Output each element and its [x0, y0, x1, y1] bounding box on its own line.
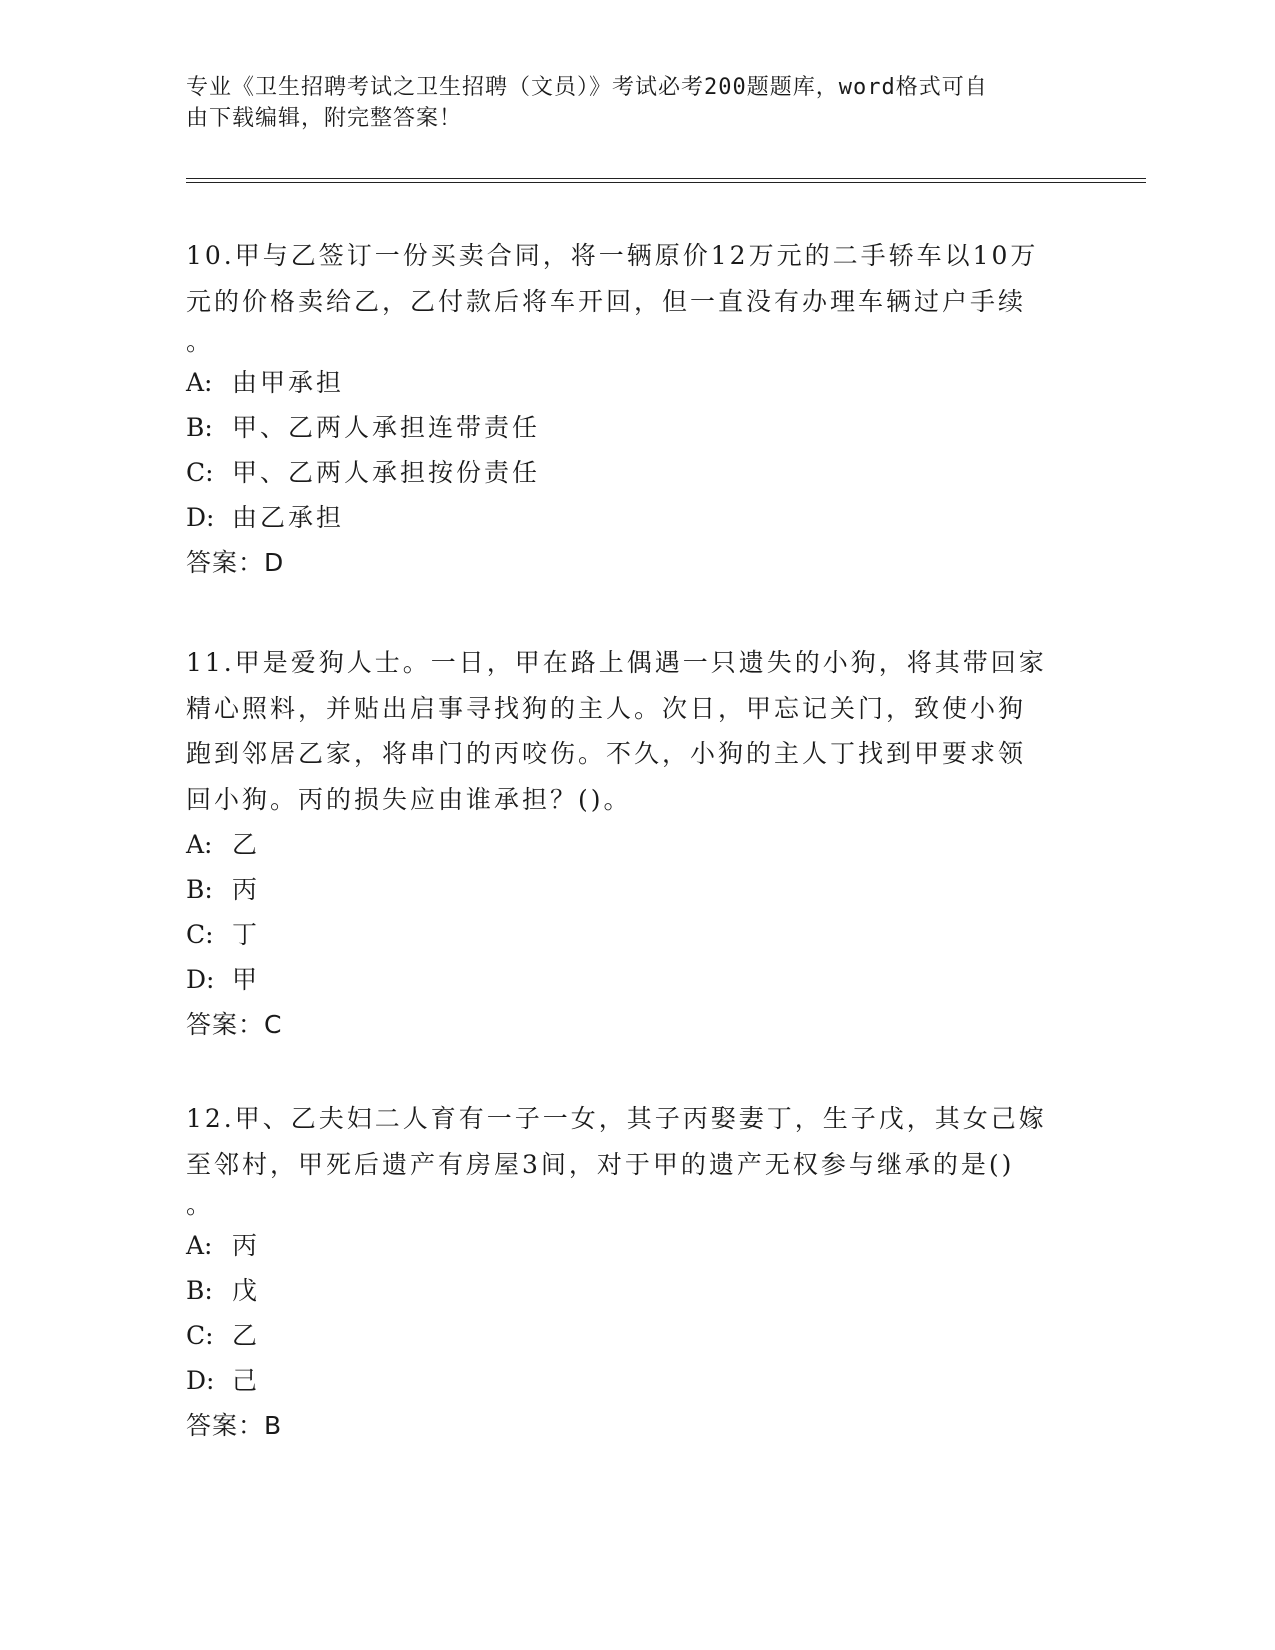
question-11: [186, 640, 1086, 1047]
option-letter: C:: [186, 458, 214, 487]
option-d: [186, 1358, 1086, 1403]
option-b: [186, 867, 1086, 912]
option-text: 甲、乙两人承担按份责任: [232, 458, 541, 487]
option-b: [186, 405, 1086, 450]
option-c: [186, 450, 1086, 495]
option-text: 由甲承担: [232, 368, 345, 397]
question-stem-line: 10.甲与乙签订一份买卖合同，将一辆原价12万元的二手轿车以10万: [186, 241, 1039, 270]
option-letter: B:: [186, 875, 213, 904]
option-letter: A:: [186, 1231, 213, 1260]
option-text: 戊: [232, 1276, 261, 1305]
option-letter: C:: [186, 920, 214, 949]
option-text: 甲、乙两人承担连带责任: [232, 413, 541, 442]
header-line: 由下载编辑，附完整答案！: [186, 106, 463, 131]
question-stem-line: 跑到邻居乙家，将串门的丙咬伤。不久，小狗的主人丁找到甲要求领: [186, 739, 1027, 768]
question-stem-line: 回小狗。丙的损失应由谁承担？()。: [186, 784, 632, 814]
option-letter: B:: [186, 1276, 213, 1305]
option-letter: D:: [186, 965, 215, 994]
option-text: 丙: [232, 875, 261, 904]
question-12: [186, 1096, 1086, 1448]
option-letter: A:: [186, 830, 213, 859]
header-divider-top: [186, 178, 1146, 179]
question-stem-tail: 。: [186, 1190, 215, 1219]
document-header: [186, 72, 1066, 134]
option-letter: D:: [186, 1366, 215, 1395]
option-a: [186, 360, 1086, 405]
option-letter: D:: [186, 503, 215, 532]
question-stem-line: 至邻村，甲死后遗产有房屋3间，对于甲的遗产无权参与继承的是(): [186, 1149, 1015, 1179]
answer-line: 答案：B: [186, 1411, 283, 1440]
option-c: [186, 912, 1086, 957]
header-divider-bottom: [186, 182, 1146, 183]
question-stem-line: 元的价格卖给乙，乙付款后将车开回，但一直没有办理车辆过户手续: [186, 286, 1027, 316]
option-letter: C:: [186, 1321, 214, 1350]
option-text: 乙: [232, 830, 261, 859]
question-stem-line: 12.甲、乙夫妇二人育有一子一女，其子丙娶妻丁，生子戊，其女己嫁: [186, 1104, 1047, 1133]
option-text: 己: [232, 1366, 261, 1395]
option-a: [186, 822, 1086, 867]
question-stem-line: 11.甲是爱狗人士。一日，甲在路上偶遇一只遗失的小狗，将其带回家: [186, 648, 1047, 677]
header-line: 专业《卫生招聘考试之卫生招聘（文员）》考试必考200题题库，word格式可自: [186, 75, 988, 100]
option-text: 乙: [232, 1321, 261, 1350]
option-a: [186, 1223, 1086, 1268]
option-b: [186, 1268, 1086, 1313]
question-stem-tail: 。: [186, 327, 215, 356]
option-text: 丁: [232, 920, 261, 949]
option-d: [186, 957, 1086, 1002]
option-text: 由乙承担: [232, 503, 345, 532]
option-letter: B:: [186, 413, 213, 442]
option-text: 甲: [232, 965, 261, 994]
option-d: [186, 495, 1086, 540]
option-c: [186, 1313, 1086, 1358]
option-text: 丙: [232, 1231, 261, 1260]
question-10: [186, 233, 1086, 585]
question-stem-line: 精心照料，并贴出启事寻找狗的主人。次日，甲忘记关门，致使小狗: [186, 693, 1027, 723]
option-letter: A:: [186, 368, 213, 397]
answer-line: 答案：C: [186, 1010, 283, 1039]
answer-line: 答案：D: [186, 548, 285, 577]
